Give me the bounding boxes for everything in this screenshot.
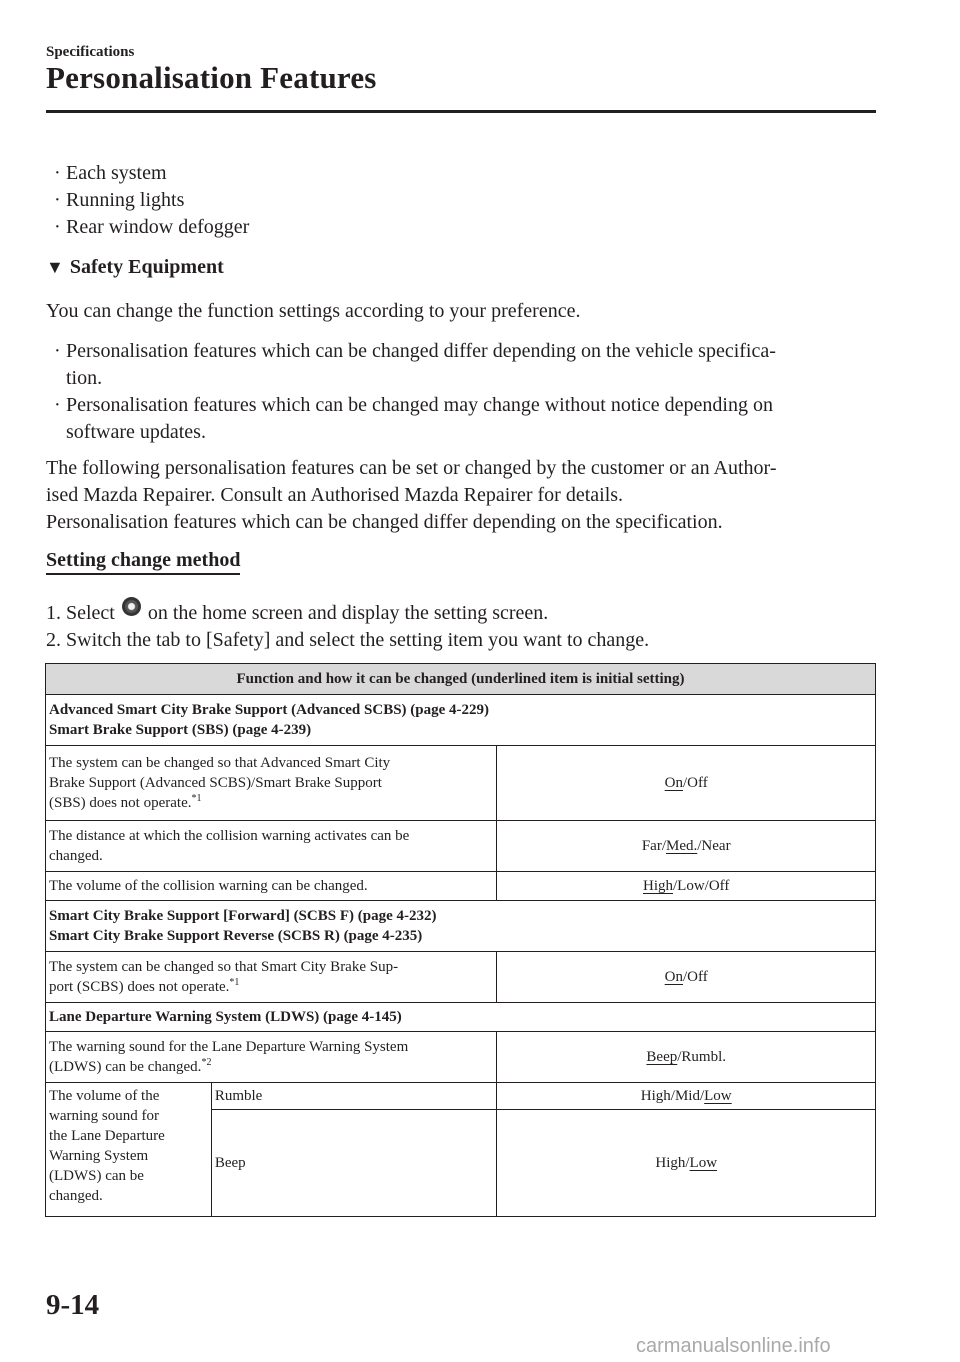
table-row bbox=[46, 1083, 876, 1110]
feature-group-scbs: Advanced Smart City Brake Support (Advanced SCBS) (page 4-229) Smart Brake Support (SBS) (page 4-239) bbox=[46, 695, 876, 746]
table-row bbox=[46, 821, 876, 872]
table-header: Function and how it can be changed (underlined item is initial setting) bbox=[46, 664, 876, 695]
page-title: Personalisation Features bbox=[46, 60, 377, 95]
setting-method-heading: Setting change method bbox=[46, 549, 240, 575]
list-item: · Running lights bbox=[54, 187, 249, 214]
beep-options: High/Low bbox=[497, 1110, 876, 1217]
row-description: The system can be changed so that Smart City Brake Sup- port (SCBS) does not operate.$^{*1}$ bbox=[46, 952, 497, 1003]
list-item: · Each system bbox=[54, 160, 249, 187]
rumble-label: Rumble bbox=[211, 1083, 497, 1110]
safety-note-1: · Personalisation features which can be changed differ depending on the vehicle specifica- tion. bbox=[54, 338, 874, 392]
beep-label: Beep bbox=[211, 1110, 497, 1217]
table-group-row bbox=[46, 695, 876, 746]
row-description: The distance at which the collision warning activates can be changed. bbox=[46, 821, 497, 872]
setting-steps bbox=[46, 597, 649, 654]
row-description: The warning sound for the Lane Departure Warning System (LDWS) can be changed.$^{*2}$ bbox=[46, 1032, 497, 1083]
step-1: 1. Select on the home screen and display the setting screen. bbox=[46, 597, 649, 627]
row-options: On/Off bbox=[497, 746, 876, 821]
table-group-row bbox=[46, 1003, 876, 1032]
row-description: The system can be changed so that Advanced Smart City Brake Support (Advanced SCBS)/Smart Brake Support (SBS) does not operate.$^{*1}$ bbox=[46, 746, 497, 821]
row-options: Beep/Rumbl. bbox=[497, 1032, 876, 1083]
safety-paragraph: The following personalisation features can be set or changed by the customer or an Author- ised Mazda Repairer. Consult an Authorised Mazda Repairer for details. Personalisation features which can be changed differ depending on the specification. bbox=[46, 457, 777, 533]
title-divider bbox=[46, 110, 876, 113]
page-number: 9-14 bbox=[46, 1289, 100, 1321]
row-options: High/Low/Off bbox=[497, 872, 876, 901]
table-group-row bbox=[46, 901, 876, 952]
settings-gear-icon bbox=[122, 597, 141, 616]
safety-note-2: · Personalisation features which can be changed may change without notice depending on software updates. bbox=[54, 392, 874, 446]
row-options: On/Off bbox=[497, 952, 876, 1003]
feature-group-scbs-fr: Smart City Brake Support [Forward] (SCBS F) (page 4-232) Smart City Brake Support Reverse (SCBS R) (page 4-235) bbox=[46, 901, 876, 952]
table-row bbox=[46, 1032, 876, 1083]
rumble-options: High/Mid/Low bbox=[497, 1083, 876, 1110]
watermark: carmanualsonline.info bbox=[636, 1335, 831, 1357]
table-header-row bbox=[46, 664, 876, 695]
table-row bbox=[46, 746, 876, 821]
row-options: Far/Med./Near bbox=[497, 821, 876, 872]
triangle-down-icon: ▼ bbox=[46, 257, 64, 277]
safety-heading: ▼ Safety Equipment bbox=[46, 256, 224, 278]
settings-table bbox=[45, 663, 876, 1217]
table-row bbox=[46, 952, 876, 1003]
feature-group-ldws: Lane Departure Warning System (LDWS) (page 4-145) bbox=[46, 1003, 876, 1032]
section-label: Specifications bbox=[46, 44, 135, 60]
step-2: 2. Switch the tab to [Safety] and select the setting item you want to change. bbox=[46, 629, 650, 651]
row-description: The volume of the collision warning can be changed. bbox=[46, 872, 497, 901]
table-row bbox=[46, 872, 876, 901]
safety-intro: You can change the function settings according to your preference. bbox=[46, 300, 581, 322]
list-item: · Rear window defogger bbox=[54, 214, 249, 241]
top-bullet-list bbox=[54, 160, 249, 241]
row-description: The volume of the warning sound for the Lane Departure Warning System (LDWS) can be changed. bbox=[46, 1083, 212, 1217]
